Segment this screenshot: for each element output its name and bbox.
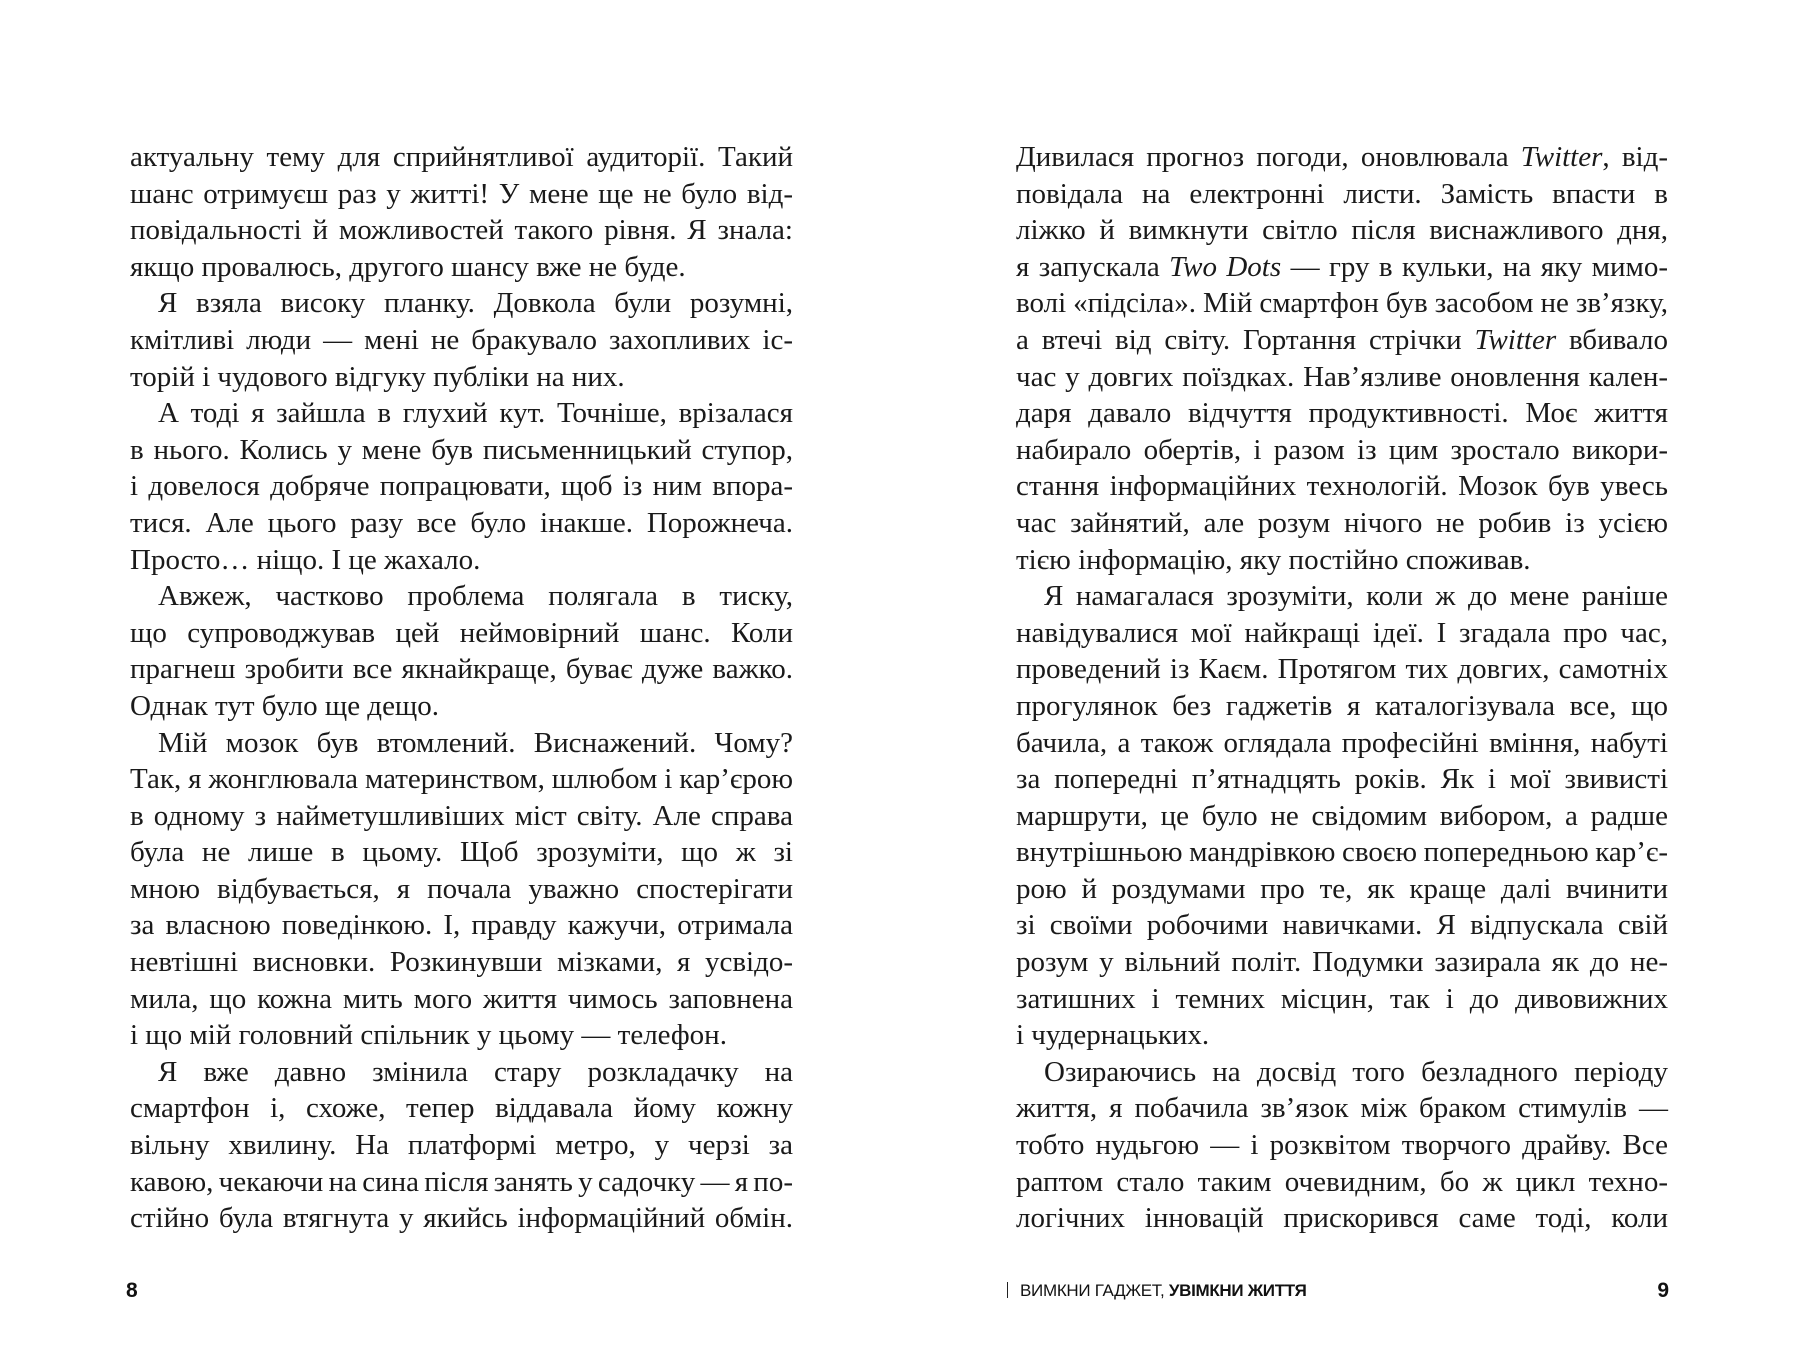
- text-segment: рою й роздумами про те, як краще далі вчинити: [1016, 872, 1668, 905]
- text-line: вільну хвилину. На платформі метро, у черзі за: [130, 1129, 793, 1162]
- text-line: [1016, 395, 1668, 432]
- text-line: мила, що кожна мить мого життя чимось заповнена: [130, 982, 793, 1015]
- text-line: [1016, 944, 1668, 981]
- text-line: за власною поведінкою. І, правду кажучи, отримала: [130, 909, 793, 942]
- running-head-title-regular: ВИМКНИ ГАДЖЕТ,: [1020, 1281, 1169, 1300]
- text-line: Мій мозок був втомлений. Виснажений. Чому?: [158, 726, 793, 759]
- text-line: кавою, чекаючи на сина після занять у садочку — я по-: [130, 1165, 793, 1198]
- text-line: і довелося добряче попрацювати, щоб із ним впора-: [130, 470, 793, 503]
- text-line: [1016, 981, 1668, 1018]
- text-segment: я запускала: [1016, 250, 1170, 283]
- text-segment: , від-: [1602, 141, 1668, 173]
- text-line: Я вже давно змінила стару розкладачку на: [158, 1055, 793, 1088]
- text-line: [1016, 761, 1668, 798]
- page-number-left: 8: [126, 1279, 138, 1302]
- text-line: невтішні висновки. Розкинувши мізками, я усвідо-: [130, 946, 793, 979]
- text-line: повідальності й можливостей такого рівня. Я знала:: [130, 214, 793, 247]
- text-line: в одному з найметушливіших міст світу. Але справа: [130, 799, 793, 832]
- page-number-right: 9: [1657, 1279, 1669, 1302]
- text-segment: — гру в кульки, на яку мимо-: [1281, 250, 1668, 283]
- text-segment: а втечі від світу. Гортання стрічки: [1016, 323, 1475, 356]
- text-line: [1016, 542, 1668, 579]
- text-line: [1016, 1127, 1668, 1164]
- text-line: стійно була втягнута у якийсь інформаційний обмін.: [130, 1202, 793, 1235]
- text-segment: Дивилася прогноз погоди, оновлювала: [1016, 141, 1521, 173]
- text-segment: логічних інновацій прискорився саме тоді, коли: [1016, 1202, 1668, 1235]
- text-line: [1016, 907, 1668, 944]
- text-segment: ліжко й вимкнути світло після виснажливого дня,: [1016, 214, 1668, 247]
- running-head-title-bold: УВІМКНИ ЖИТТЯ: [1168, 1281, 1307, 1300]
- text-line: Просто… ніщо. І це жахало.: [130, 543, 481, 576]
- text-segment: проведений із Каєм. Протягом тих довгих, самотніх: [1016, 653, 1668, 686]
- text-line: [1016, 285, 1668, 322]
- text-line: [1016, 432, 1668, 469]
- text-line: прагнеш зробити все якнайкраще, буває дуже важко.: [130, 653, 793, 686]
- italic-text: Two Dots: [1169, 250, 1282, 283]
- text-segment: і чудернацьких.: [1016, 1019, 1210, 1052]
- text-line: була не лише в цьому. Щоб зрозуміти, що ж зі: [130, 836, 793, 869]
- text-line: кмітливі люди — мені не бракувало захопливих іс-: [130, 323, 793, 356]
- text-segment: тією інформацію, яку постійно споживав.: [1016, 543, 1531, 576]
- text-line: [1016, 176, 1668, 213]
- text-segment: навідувалися мої найкращі ідеї. І згадала про час,: [1016, 616, 1668, 649]
- text-line: Я взяла високу планку. Довкола були розумні,: [158, 287, 793, 320]
- text-line: [1016, 1054, 1668, 1091]
- running-head-separator: [1007, 1282, 1008, 1298]
- running-head: [1007, 1281, 1307, 1301]
- text-line: актуальну тему для сприйнятливої аудиторії. Такий: [130, 141, 793, 173]
- text-segment: маршрути, це було не свідомим вибором, а радше: [1016, 799, 1668, 832]
- text-line: [1016, 798, 1668, 835]
- text-line: [1016, 688, 1668, 725]
- text-line: [1016, 651, 1668, 688]
- text-line: [1016, 615, 1668, 652]
- text-segment: бачила, а також оглядала професійні вміння, набуті: [1016, 726, 1668, 759]
- text-line: [1016, 249, 1668, 286]
- text-line: тися. Але цього разу все було інакше. Порожнеча.: [130, 506, 793, 539]
- text-segment: Я намагалася зрозуміти, коли ж до мене раніше: [1044, 580, 1668, 613]
- text-segment: Озираючись на досвід того безладного періоду: [1044, 1055, 1668, 1088]
- text-line: [1016, 1200, 1668, 1237]
- text-segment: волі «підсіла». Мій смартфон був засобом не зв’язку,: [1016, 287, 1668, 320]
- text-line: Однак тут було ще дещо.: [130, 689, 440, 722]
- text-line: [1016, 1017, 1668, 1054]
- text-line: [1016, 139, 1668, 176]
- text-line: [1016, 322, 1668, 359]
- text-line: мною відбувається, я почала уважно спостерігати: [130, 872, 793, 905]
- text-segment: внутрішньою мандрівкою своєю попередньою кар’є-: [1016, 836, 1668, 869]
- text-segment: раптом стало таким очевидним, бо ж цикл техно-: [1016, 1165, 1668, 1198]
- text-line: якщо провалюсь, другого шансу вже не буде.: [130, 250, 686, 283]
- left-page-body-text: [130, 139, 793, 1237]
- text-line: [1016, 505, 1668, 542]
- text-line: Авжеж, частково проблема полягала в тиску,: [158, 580, 793, 613]
- text-line: шанс отримуєш раз у житті! У мене ще не було від-: [130, 177, 793, 210]
- right-page-body-text: [1016, 139, 1668, 1237]
- text-line: [1016, 871, 1668, 908]
- text-line: в нього. Колись у мене був письменницький ступор,: [130, 433, 793, 466]
- italic-text: Twitter: [1520, 141, 1603, 173]
- italic-text: Twitter: [1474, 323, 1557, 356]
- text-segment: час у довгих поїздках. Нав’язливе оновлення кален-: [1016, 360, 1668, 393]
- text-line: [1016, 1090, 1668, 1127]
- right-page: [900, 0, 1800, 1350]
- text-segment: стання інформаційних технологій. Мозок був увесь: [1016, 470, 1668, 503]
- text-line: [1016, 1164, 1668, 1201]
- text-segment: розум у вільний політ. Подумки зазирала як до не-: [1016, 946, 1668, 979]
- text-segment: прогулянок без гаджетів я каталогізувала все, що: [1016, 689, 1668, 722]
- text-segment: повідала на електронні листи. Замість впасти в: [1016, 177, 1668, 210]
- text-segment: час зайнятий, але розум нічого не робив із усією: [1016, 506, 1668, 539]
- text-line: [1016, 725, 1668, 762]
- text-line: [1016, 834, 1668, 871]
- text-line: і що мій головний спільник у цьому — телефон.: [130, 1019, 727, 1052]
- text-segment: вбивало: [1556, 323, 1668, 356]
- text-segment: затишних і темних місцин, так і до дивовижних: [1016, 982, 1668, 1015]
- text-line: [1016, 212, 1668, 249]
- text-line: А тоді я зайшла в глухий кут. Точніше, врізалася: [158, 397, 793, 430]
- text-line: [1016, 578, 1668, 615]
- text-segment: набирало обертів, і разом із цим зростало викори-: [1016, 433, 1668, 466]
- text-segment: за попередні п’ятнадцять років. Як і мої звивисті: [1016, 763, 1668, 796]
- text-line: торій і чудового відгуку публіки на них.: [130, 360, 625, 393]
- text-line: [1016, 468, 1668, 505]
- text-line: що супроводжував цей неймовірний шанс. Коли: [130, 616, 793, 649]
- text-segment: даря давало відчуття продуктивності. Моє життя: [1016, 397, 1668, 430]
- text-line: [1016, 359, 1668, 396]
- text-segment: життя, я побачила зв’язок між браком стимулів —: [1016, 1092, 1668, 1125]
- text-segment: тобто нудьгою — і розквітом творчого драйву. Все: [1016, 1129, 1668, 1162]
- text-segment: зі своїми робочими навичками. Я відпускала свій: [1016, 909, 1668, 942]
- text-line: смартфон і, схоже, тепер віддавала йому кожну: [130, 1092, 793, 1125]
- text-line: Так, я жонглювала материнством, шлюбом і кар’єрою: [130, 763, 793, 796]
